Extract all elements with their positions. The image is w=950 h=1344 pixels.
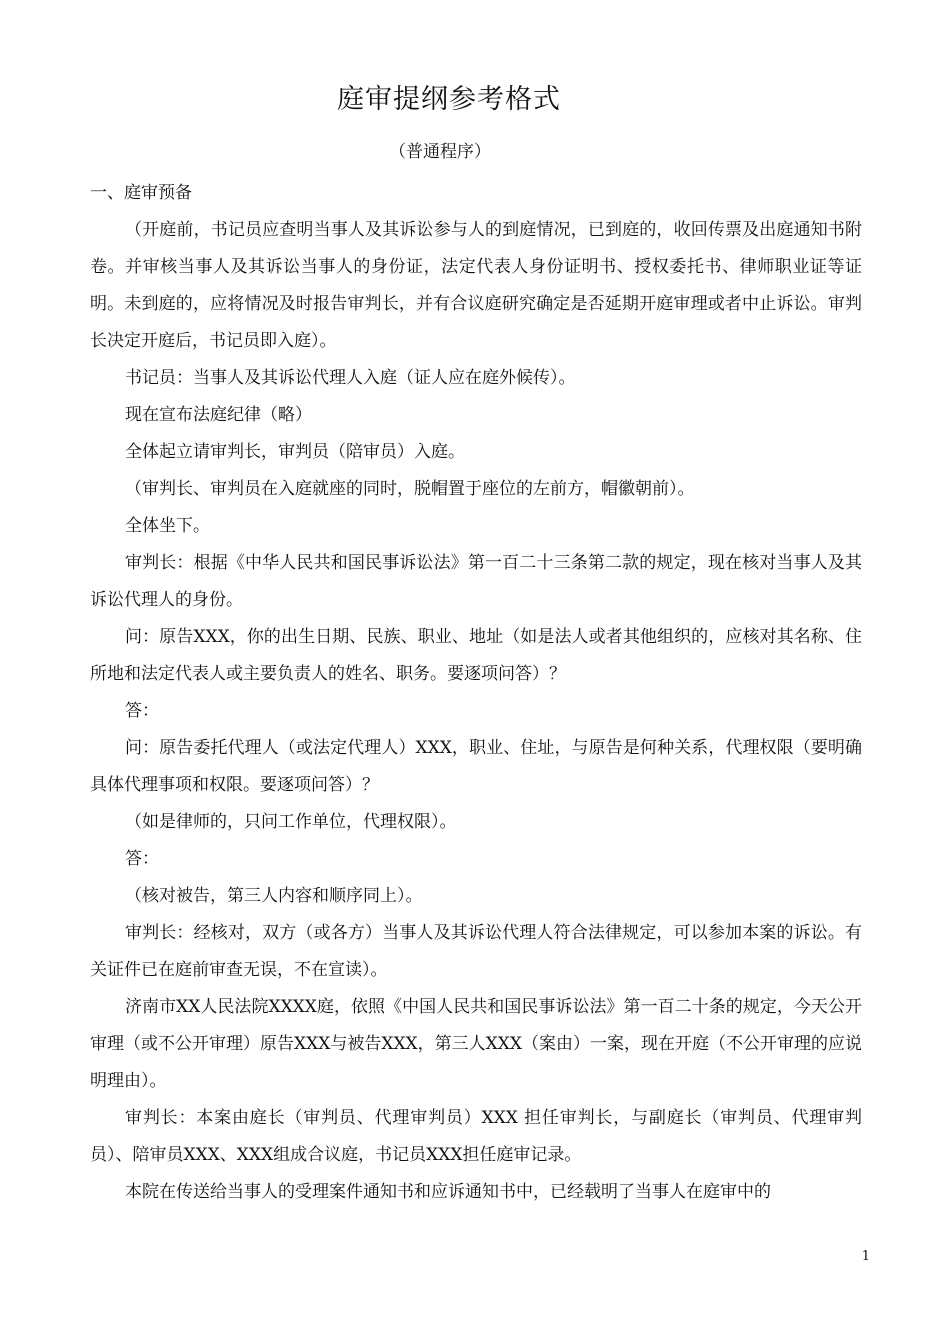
document-body [90,175,862,1211]
section-heading: 一、庭审预备 [90,183,192,203]
paragraph: 全体坐下。 [125,516,210,536]
paragraph: （审判长、审判员在入庭就座的同时，脱帽置于座位的左前方，帽徽朝前）。 [125,479,695,499]
document-title: 庭审提纲参考格式 [337,84,561,115]
paragraph: 答： [125,701,159,721]
paragraph: 问：原告XXX，你的出生日期、民族、职业、地址（如是法人或者其他组织的，应核对其名称、住所地和法定代表人或主要负责人的姓名、职务。要逐项问答）？ [90,627,862,684]
paragraph: 全体起立请审判长，审判员（陪审员）入庭。 [125,442,465,462]
paragraph: 书记员：当事人及其诉讼代理人入庭（证人应在庭外候传）。 [125,368,576,388]
paragraph: （核对被告，第三人内容和顺序同上）。 [125,886,423,906]
paragraph: 答： [125,849,159,869]
paragraph: （如是律师的，只问工作单位，代理权限）。 [125,812,457,832]
paragraph: 本院在传送给当事人的受理案件通知书和应诉通知书中，已经载明了当事人在庭审中的 [125,1182,771,1202]
paragraph: 问：原告委托代理人（或法定代理人）XXX，职业、住址，与原告是何种关系，代理权限（要明确具体代理事项和权限。要逐项问答）？ [90,738,862,795]
paragraph: 济南市XX人民法院XXXX庭，依照《中国人民共和国民事诉讼法》第一百二十条的规定，今天公开审理（或不公开审理）原告XXX与被告XXX，第三人XXX（案由）一案，现在开庭（不公开审理的应说明理由）。 [90,997,862,1091]
paragraph: 现在宣布法庭纪律（略） [125,405,312,425]
paragraph: 审判长：根据《中华人民共和国民事诉讼法》第一百二十三条第二款的规定，现在核对当事人及其诉讼代理人的身份。 [90,553,862,610]
paragraph: 审判长：本案由庭长（审判员、代理审判员）XXX 担任审判长，与副庭长（审判员、代理审判员）、陪审员XXX、XXX组成合议庭，书记员XXX担任庭审记录。 [90,1108,862,1165]
paragraph: （开庭前，书记员应查明当事人及其诉讼参与人的到庭情况，已到庭的，收回传票及出庭通知书附卷。并审核当事人及其诉讼当事人的身份证，法定代表人身份证明书、授权委托书、律师职业证等证明。未到庭的，应将情况及时报告审判长，并有合议庭研究确定是否延期开庭审理或者中止诉讼。审判长决定开庭后，书记员即入庭）。 [90,220,862,351]
page-number: 1 [861,1249,870,1264]
paragraph: 审判长：经核对，双方（或各方）当事人及其诉讼代理人符合法律规定，可以参加本案的诉讼。有关证件已在庭前审查无误，不在宣读）。 [90,923,862,980]
document-subtitle: （普通程序） [389,142,491,162]
